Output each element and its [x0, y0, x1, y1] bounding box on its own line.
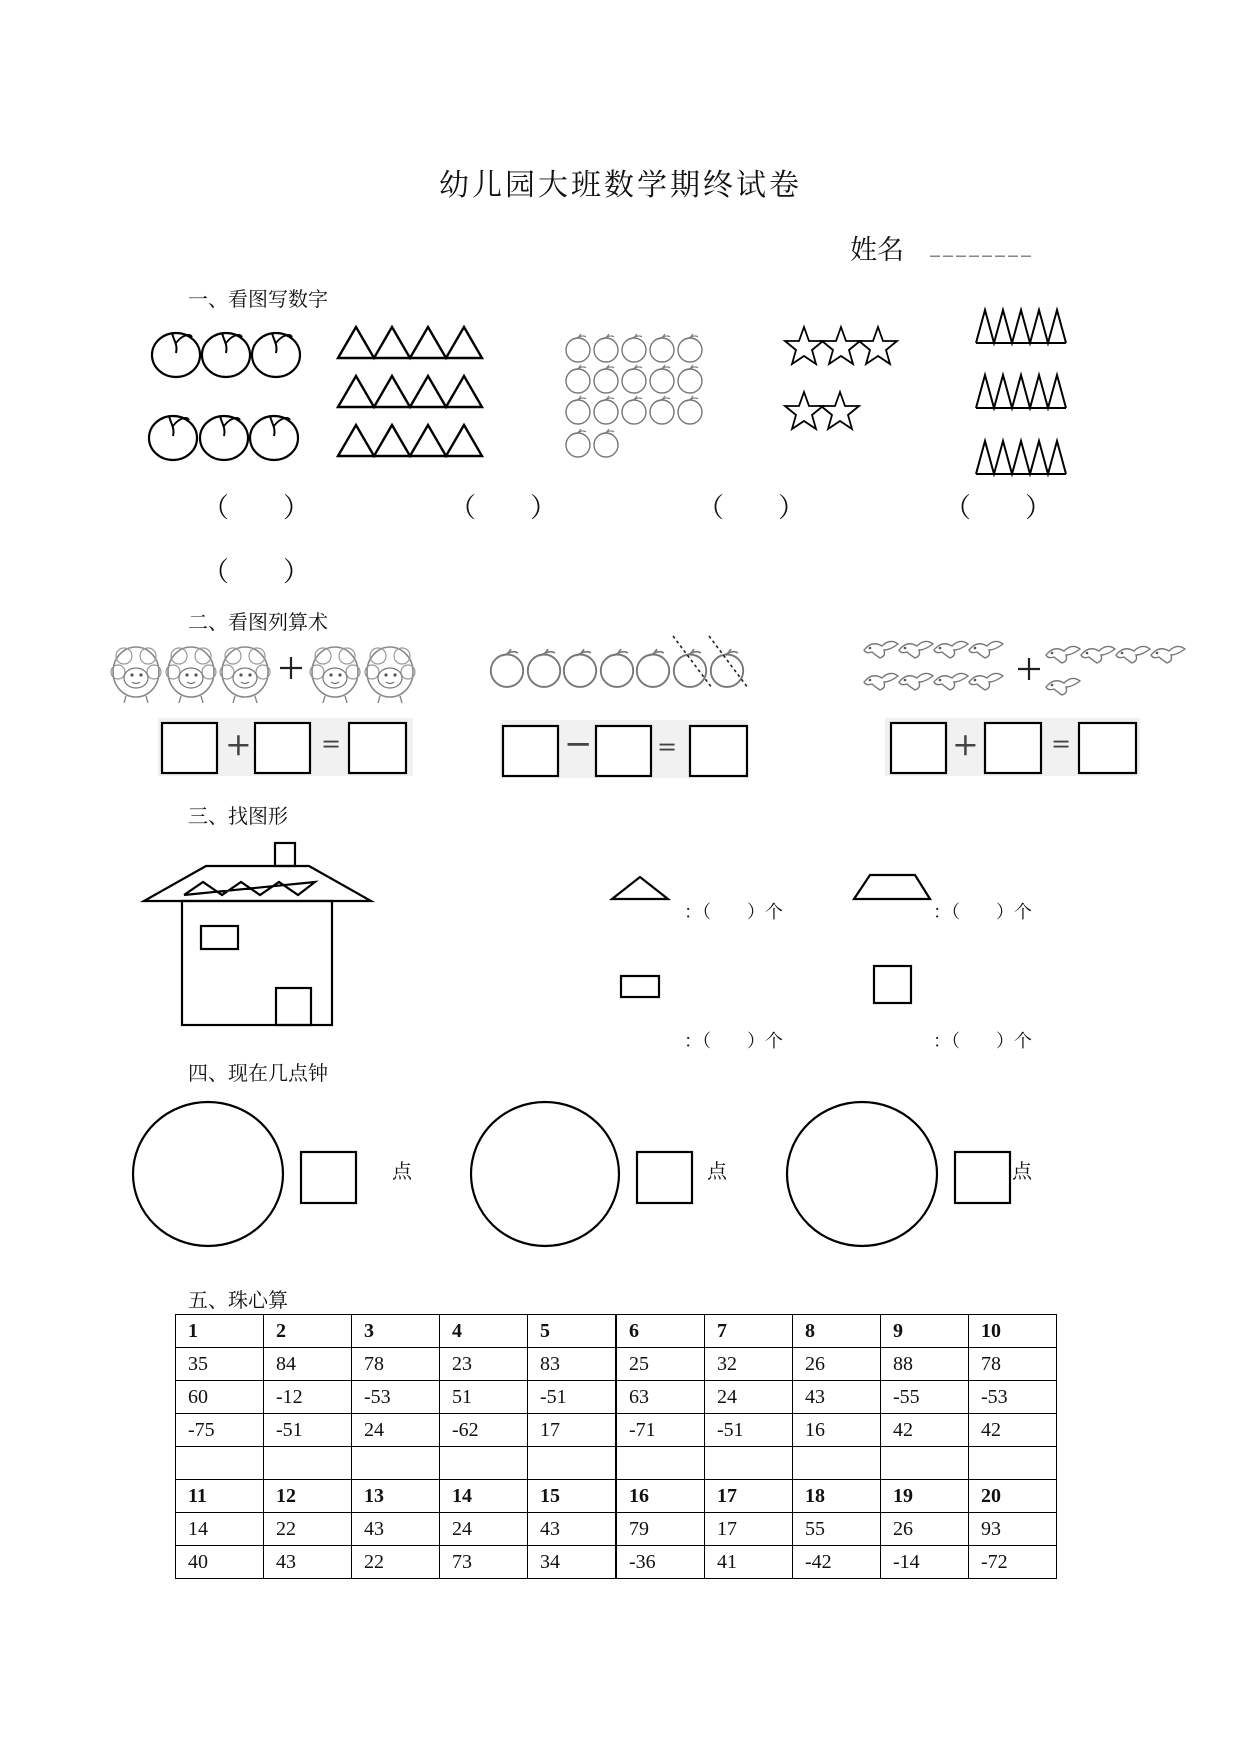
table-cell: -51	[705, 1414, 793, 1447]
problem-number: 10	[969, 1315, 1057, 1348]
table-cell: -71	[616, 1414, 705, 1447]
answer-box[interactable]	[690, 726, 747, 776]
table-cell: 84	[264, 1348, 352, 1381]
hour-label: 点	[707, 1159, 727, 1183]
answer-box[interactable]	[596, 726, 651, 776]
table-cell: -55	[881, 1381, 969, 1414]
table-cell: 26	[881, 1513, 969, 1546]
table-cell: 22	[264, 1513, 352, 1546]
table-row	[176, 1513, 1057, 1546]
problem-number: 8	[793, 1315, 881, 1348]
answer-box[interactable]	[985, 723, 1041, 773]
equation-boxes	[162, 723, 1136, 776]
answer-box[interactable]	[955, 1152, 1010, 1203]
hour-label: 点	[1012, 1159, 1032, 1183]
table-cell: 43	[528, 1513, 617, 1546]
problem-number: 13	[352, 1480, 440, 1513]
table-header-row	[176, 1315, 1057, 1348]
stars-group	[785, 327, 897, 429]
table-cell: 78	[352, 1348, 440, 1381]
triangles-group	[338, 327, 482, 456]
table-cell[interactable]	[352, 1447, 440, 1480]
mental-math-table	[175, 1314, 1057, 1579]
table-cell[interactable]	[528, 1447, 617, 1480]
answer-box[interactable]	[891, 723, 946, 773]
name-field[interactable]: ________	[930, 233, 1034, 257]
table-cell: 25	[616, 1348, 705, 1381]
table-cell: 42	[881, 1414, 969, 1447]
problem-number: 4	[440, 1315, 528, 1348]
section-3-heading: 三、找图形	[188, 804, 288, 828]
shape-rectangle	[621, 976, 659, 997]
shape-square	[874, 966, 911, 1003]
table-cell: 22	[352, 1546, 440, 1579]
answer-parentheses[interactable]: （ ）	[697, 493, 805, 524]
section-1-heading: 一、看图写数字	[188, 287, 328, 311]
problem-number: 9	[881, 1315, 969, 1348]
answer-box[interactable]	[255, 723, 310, 773]
answer-parentheses[interactable]: （ ）	[449, 493, 557, 524]
table-cell: 93	[969, 1513, 1057, 1546]
table-header-row	[176, 1480, 1057, 1513]
table-cell: -53	[352, 1381, 440, 1414]
table-cell: 78	[969, 1348, 1057, 1381]
table-cell: -53	[969, 1381, 1057, 1414]
hour-label: 点	[392, 1159, 412, 1183]
table-cell: 24	[705, 1381, 793, 1414]
table-cell: 23	[440, 1348, 528, 1381]
answer-parentheses[interactable]: （ ）	[202, 557, 310, 588]
problem-number: 14	[440, 1480, 528, 1513]
table-cell: 41	[705, 1546, 793, 1579]
table-cell: 35	[176, 1348, 264, 1381]
table-cell: 34	[528, 1546, 617, 1579]
thin-triangles-group	[976, 310, 1066, 474]
answer-box[interactable]	[503, 726, 558, 776]
table-row	[176, 1381, 1057, 1414]
table-cell: 17	[705, 1513, 793, 1546]
answer-box[interactable]	[637, 1152, 692, 1203]
table-cell[interactable]	[705, 1447, 793, 1480]
problem-number: 12	[264, 1480, 352, 1513]
table-cell: 40	[176, 1546, 264, 1579]
problem-number: 15	[528, 1480, 617, 1513]
birds-plus-sign	[1018, 658, 1040, 680]
rectangle-count[interactable]: ：（ ）个	[684, 1031, 783, 1052]
answer-box[interactable]	[162, 723, 217, 773]
table-cell: 88	[881, 1348, 969, 1381]
table-cell: 63	[616, 1381, 705, 1414]
table-cell: 43	[352, 1513, 440, 1546]
table-cell[interactable]	[969, 1447, 1057, 1480]
table-cell: -42	[793, 1546, 881, 1579]
table-cell: 43	[793, 1381, 881, 1414]
page-title: 幼儿园大班数学期终试卷	[439, 168, 802, 203]
problem-number: 16	[616, 1480, 705, 1513]
table-cell: -62	[440, 1414, 528, 1447]
shape-triangle	[612, 877, 668, 899]
table-cell: 60	[176, 1381, 264, 1414]
table-cell: 17	[528, 1414, 617, 1447]
table-cell: 24	[440, 1513, 528, 1546]
table-cell: -12	[264, 1381, 352, 1414]
answer-parentheses[interactable]: （ ）	[202, 493, 310, 524]
table-row	[176, 1447, 1057, 1480]
problem-number: 2	[264, 1315, 352, 1348]
table-cell: 24	[352, 1414, 440, 1447]
table-cell: -14	[881, 1546, 969, 1579]
table-cell: 79	[616, 1513, 705, 1546]
problem-number: 1	[176, 1315, 264, 1348]
equals-sign: =	[321, 730, 342, 758]
problem-number: 17	[705, 1480, 793, 1513]
table-row	[176, 1414, 1057, 1447]
table-cell: -51	[264, 1414, 352, 1447]
table-cell[interactable]	[881, 1447, 969, 1480]
apples-group	[149, 333, 300, 460]
table-cell: 51	[440, 1381, 528, 1414]
table-cell: -36	[616, 1546, 705, 1579]
minus-sign: −	[564, 724, 593, 764]
triangle-count[interactable]: ：（ ）个	[684, 902, 783, 923]
plus-sign: +	[225, 725, 252, 763]
plus-sign: +	[952, 725, 979, 763]
table-cell[interactable]	[264, 1447, 352, 1480]
section-4-heading: 四、现在几点钟	[188, 1061, 328, 1085]
table-cell: 73	[440, 1546, 528, 1579]
table-cell[interactable]	[176, 1447, 264, 1480]
problem-number: 3	[352, 1315, 440, 1348]
problem-number: 5	[528, 1315, 617, 1348]
name-label: 姓名	[850, 235, 904, 266]
trapezoid-count[interactable]: ：（ ）个	[933, 902, 1032, 923]
table-cell: -72	[969, 1546, 1057, 1579]
equals-sign: =	[657, 733, 678, 761]
square-count[interactable]: ：（ ）个	[933, 1031, 1032, 1052]
table-cell: 26	[793, 1348, 881, 1381]
section-2-heading: 二、看图列算术	[188, 610, 328, 634]
problem-number: 19	[881, 1480, 969, 1513]
table-cell: 55	[793, 1513, 881, 1546]
answer-box[interactable]	[349, 723, 406, 773]
sheep-group	[111, 647, 415, 703]
clock-faces	[133, 1102, 937, 1246]
problem-number: 18	[793, 1480, 881, 1513]
table-cell: 14	[176, 1513, 264, 1546]
section-5-heading: 五、珠心算	[188, 1288, 288, 1312]
table-cell[interactable]	[793, 1447, 881, 1480]
small-apples-group	[566, 334, 702, 457]
answer-box[interactable]	[1079, 723, 1136, 773]
table-cell: 16	[793, 1414, 881, 1447]
house-drawing	[144, 843, 371, 1025]
problem-number: 20	[969, 1480, 1057, 1513]
answer-box[interactable]	[301, 1152, 356, 1203]
answer-parentheses[interactable]: （ ）	[944, 493, 1052, 524]
table-row	[176, 1348, 1057, 1381]
table-row	[176, 1546, 1057, 1579]
apple-row-group	[491, 636, 748, 688]
problem-number: 11	[176, 1480, 264, 1513]
table-cell: 42	[969, 1414, 1057, 1447]
table-cell: 83	[528, 1348, 617, 1381]
table-cell[interactable]	[440, 1447, 528, 1480]
shape-trapezoid	[854, 875, 930, 899]
table-cell: 43	[264, 1546, 352, 1579]
sheep-plus-sign	[280, 657, 302, 679]
table-cell: -51	[528, 1381, 617, 1414]
table-cell[interactable]	[616, 1447, 705, 1480]
equals-sign: =	[1051, 730, 1072, 758]
table-cell: -75	[176, 1414, 264, 1447]
problem-number: 6	[616, 1315, 705, 1348]
problem-number: 7	[705, 1315, 793, 1348]
table-cell: 32	[705, 1348, 793, 1381]
